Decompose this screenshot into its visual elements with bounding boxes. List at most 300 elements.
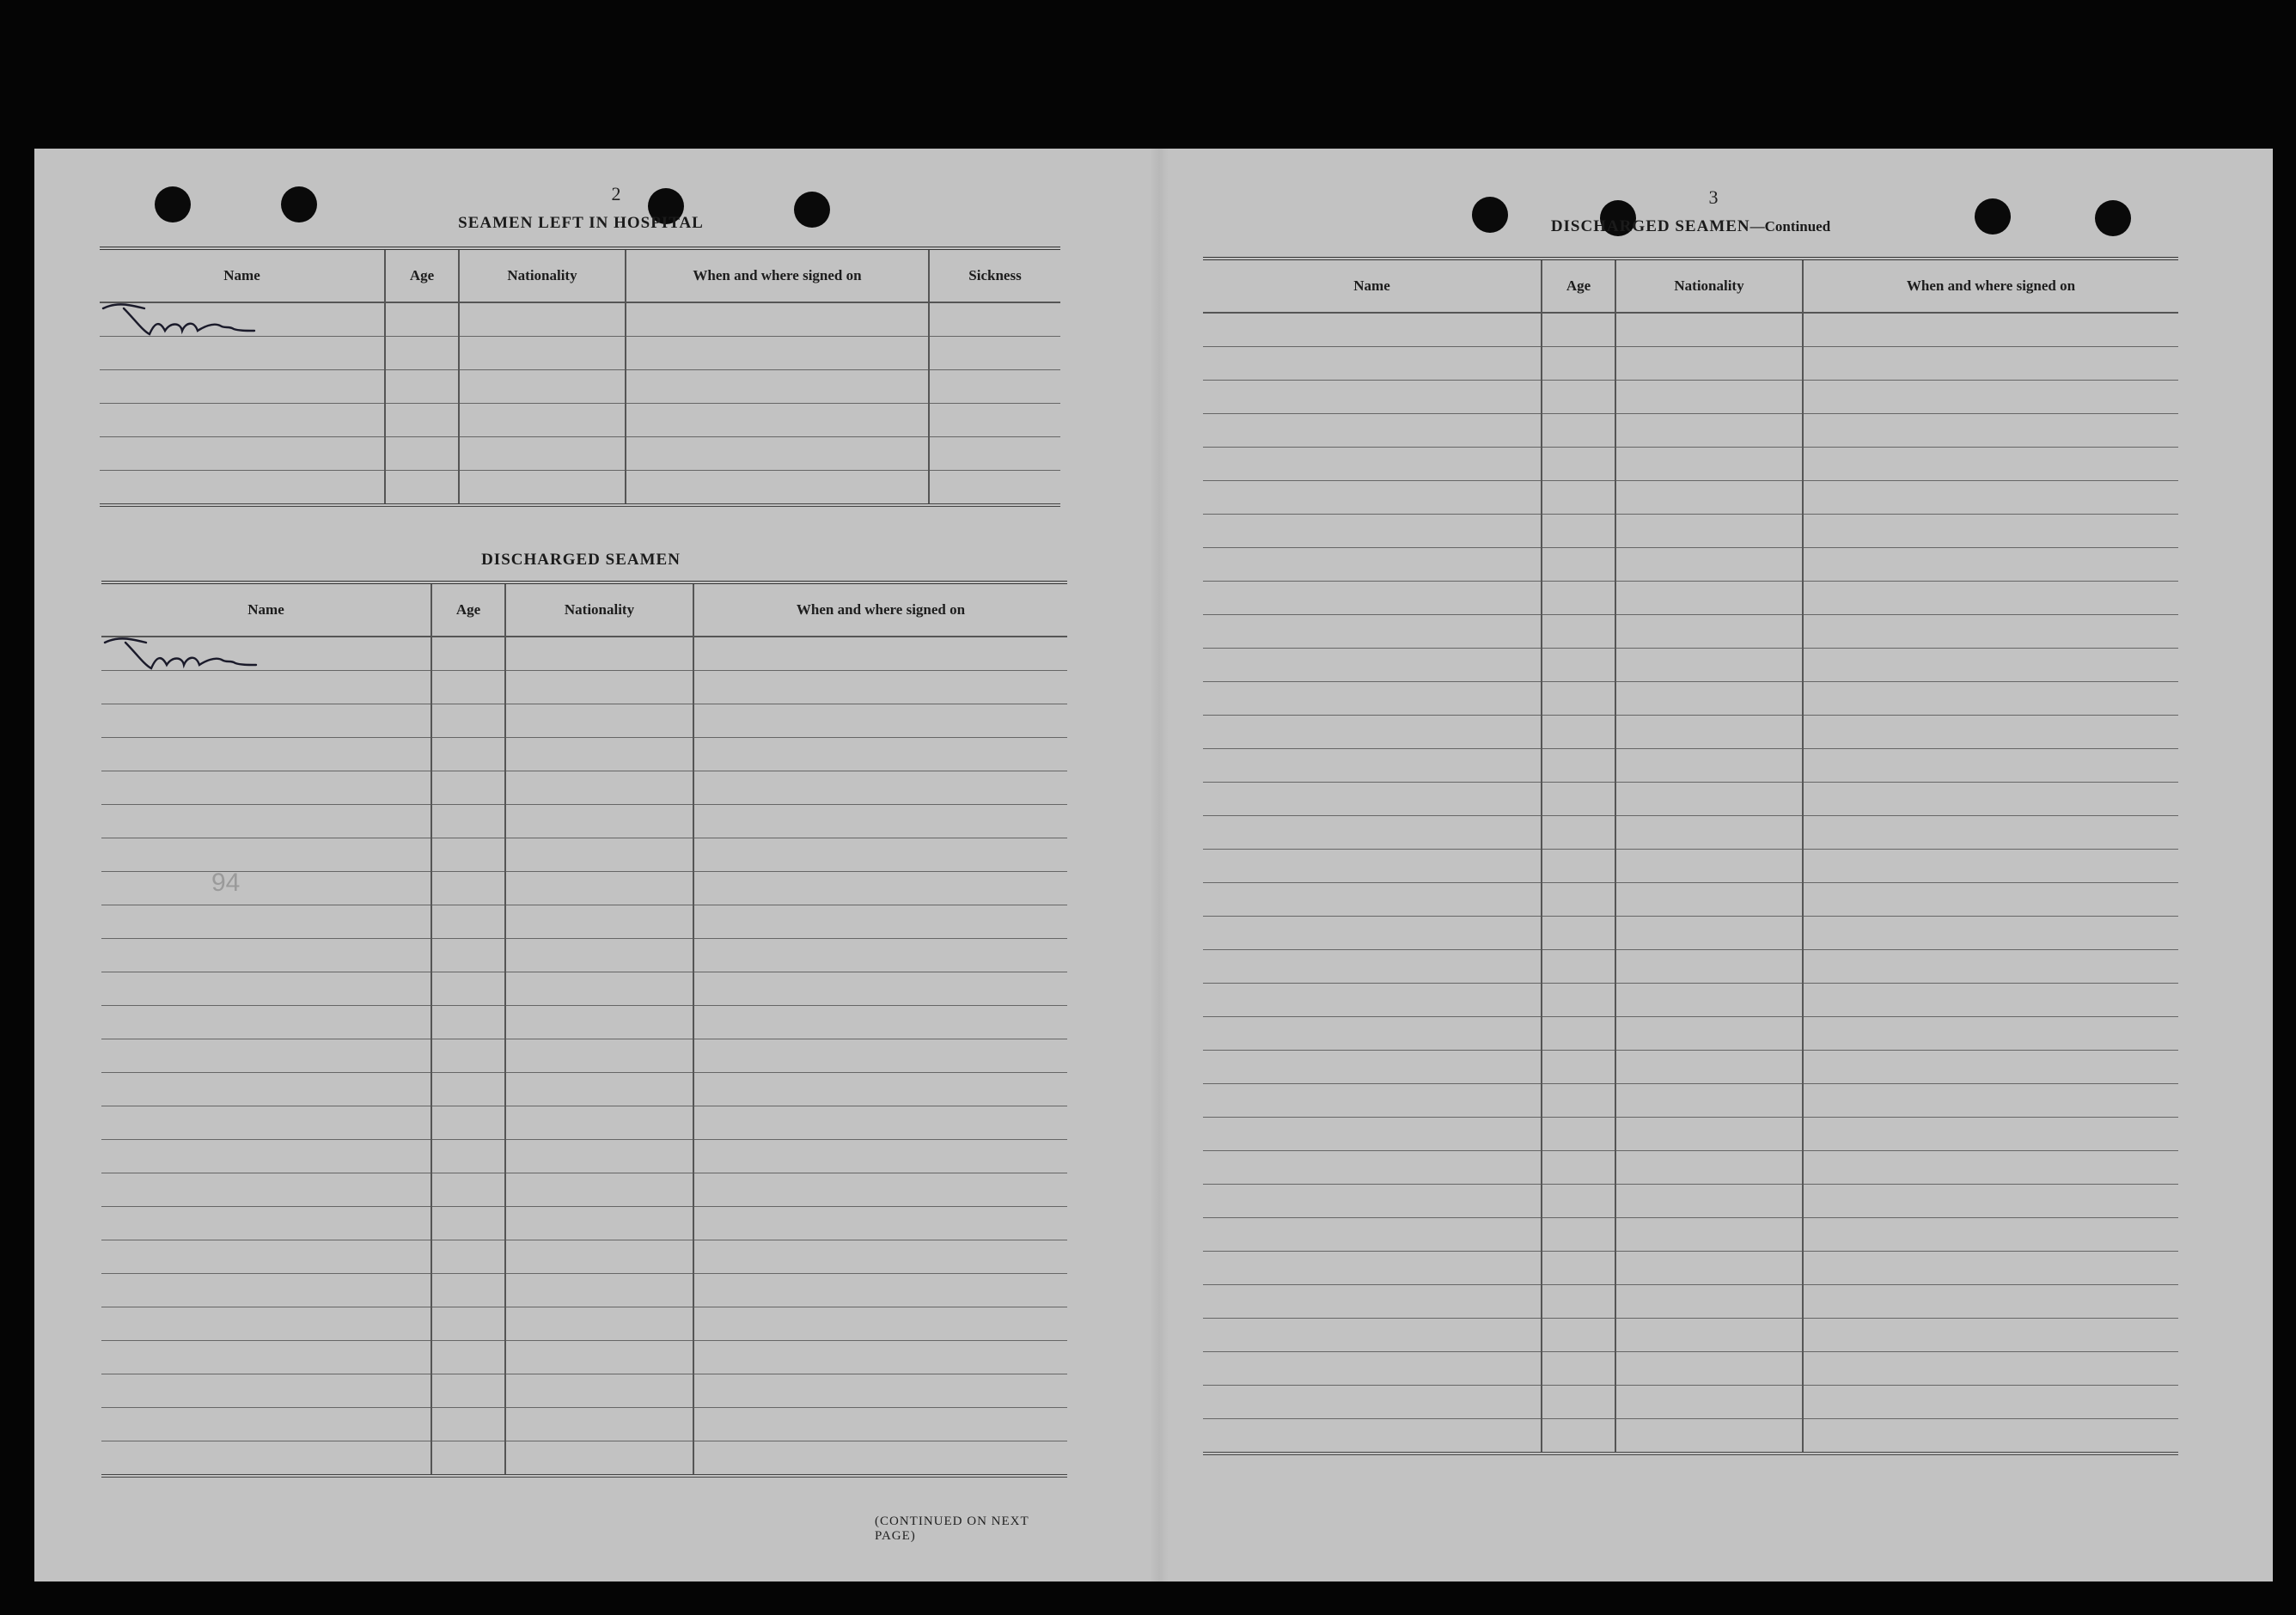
column-header: Age (385, 248, 459, 302)
table-cell (431, 1307, 505, 1341)
table-cell (1615, 448, 1803, 481)
table-row (1203, 414, 2178, 448)
table-cell (505, 1408, 693, 1441)
table-cell (693, 671, 1067, 704)
hospital-section-title: SEAMEN LEFT IN HOSPITAL (458, 214, 704, 232)
table-row (1203, 1252, 2178, 1285)
table-cell (1542, 381, 1615, 414)
table-cell (385, 370, 459, 404)
table-cell (693, 1274, 1067, 1307)
table-cell (626, 370, 929, 404)
table-cell (101, 905, 431, 939)
table-cell (385, 471, 459, 506)
table-cell (101, 1039, 431, 1073)
table-cell (101, 972, 431, 1006)
table-cell (431, 972, 505, 1006)
continued-note: (CONTINUED ON NEXT PAGE) (875, 1514, 1029, 1543)
table-cell (693, 872, 1067, 905)
table-cell (101, 939, 431, 972)
column-header: Name (1203, 259, 1542, 313)
table-row (1203, 950, 2178, 984)
table-cell (1203, 448, 1542, 481)
table-cell (1803, 984, 2178, 1017)
table-cell (505, 1173, 693, 1207)
table-cell (1542, 950, 1615, 984)
table-row (101, 1106, 1067, 1140)
table-cell (1803, 515, 2178, 548)
table-cell (1542, 716, 1615, 749)
table-row (1203, 347, 2178, 381)
table-cell (1803, 481, 2178, 515)
table-cell (693, 1006, 1067, 1039)
table-cell (431, 838, 505, 872)
table-cell (1803, 1185, 2178, 1218)
stamp-mark: 94 (211, 868, 241, 897)
table-cell (1203, 1218, 1542, 1252)
table-cell (1615, 1151, 1803, 1185)
table-cell (385, 437, 459, 471)
table-row (1203, 883, 2178, 917)
page-number: 3 (1708, 186, 1719, 208)
table-cell (1542, 649, 1615, 682)
table-cell (101, 704, 431, 738)
table-cell (431, 771, 505, 805)
table-cell (1615, 381, 1803, 414)
table-row (1203, 1084, 2178, 1118)
table-cell (693, 704, 1067, 738)
table-row (1203, 1151, 2178, 1185)
table-cell (505, 671, 693, 704)
table-row (1203, 548, 2178, 582)
table-cell (929, 302, 1060, 337)
table-cell (1803, 381, 2178, 414)
table-cell (1615, 716, 1803, 749)
table-cell (626, 337, 929, 370)
table-cell (1203, 1051, 1542, 1084)
table-cell (626, 437, 929, 471)
table-cell (101, 1240, 431, 1274)
table-cell (1203, 783, 1542, 816)
table-cell (1803, 1118, 2178, 1151)
table-cell (1203, 1084, 1542, 1118)
column-header: When and where signed on (626, 248, 929, 302)
table-cell (1803, 615, 2178, 649)
table-cell (101, 1374, 431, 1408)
table-cell (1803, 1051, 2178, 1084)
table-row (1203, 1419, 2178, 1454)
table-cell (929, 337, 1060, 370)
table-cell (1203, 414, 1542, 448)
table-cell (101, 637, 431, 671)
table-row (101, 1307, 1067, 1341)
table-cell (1803, 1151, 2178, 1185)
table-cell (1542, 984, 1615, 1017)
table-cell (1803, 649, 2178, 682)
table-cell (693, 771, 1067, 805)
table-cell (1542, 582, 1615, 615)
table-cell (1803, 347, 2178, 381)
table-cell (1542, 1386, 1615, 1419)
table-cell (1542, 917, 1615, 950)
table-cell (1615, 615, 1803, 649)
table-cell (505, 637, 693, 671)
table-row (101, 1240, 1067, 1274)
table-cell (1542, 615, 1615, 649)
table-cell (693, 1374, 1067, 1408)
table-cell (1615, 1252, 1803, 1285)
table-row (101, 671, 1067, 704)
table-cell (1203, 582, 1542, 615)
table-cell (1203, 615, 1542, 649)
table-cell (100, 437, 385, 471)
table-cell (431, 1441, 505, 1477)
table-cell (431, 1106, 505, 1140)
table-cell (693, 1173, 1067, 1207)
table-cell (1803, 1419, 2178, 1454)
table-cell (1542, 1285, 1615, 1319)
table-cell (1803, 448, 2178, 481)
table-row (101, 1140, 1067, 1173)
table-cell (1803, 816, 2178, 850)
table-cell (100, 302, 385, 337)
table-row (100, 437, 1060, 471)
table-cell (693, 905, 1067, 939)
table-cell (1615, 582, 1803, 615)
table-cell (505, 1240, 693, 1274)
column-header: Name (101, 582, 431, 637)
table-row (101, 939, 1067, 972)
table-cell (505, 1106, 693, 1140)
table-cell (1615, 414, 1803, 448)
table-row (1203, 816, 2178, 850)
table-cell (101, 1073, 431, 1106)
table-cell (1615, 1319, 1803, 1352)
table-cell (505, 1039, 693, 1073)
table-cell (505, 738, 693, 771)
table-row (1203, 984, 2178, 1017)
hospital-table (100, 247, 1060, 507)
table-cell (101, 671, 431, 704)
table-cell (100, 471, 385, 506)
table-cell (1203, 649, 1542, 682)
table-cell (693, 1441, 1067, 1477)
table-row (101, 1374, 1067, 1408)
table-row (1203, 1118, 2178, 1151)
table-row (1203, 582, 2178, 615)
table-cell (1803, 749, 2178, 783)
table-row (1203, 1386, 2178, 1419)
table-cell (1615, 1386, 1803, 1419)
table-cell (1203, 1319, 1542, 1352)
table-cell (1615, 313, 1803, 347)
table-cell (1203, 1386, 1542, 1419)
table-cell (929, 370, 1060, 404)
table-cell (1542, 548, 1615, 582)
table-cell (1803, 1084, 2178, 1118)
table-cell (1203, 515, 1542, 548)
column-header: Nationality (459, 248, 626, 302)
table-cell (1803, 1017, 2178, 1051)
table-cell (459, 471, 626, 506)
table-cell (693, 1307, 1067, 1341)
table-row (100, 370, 1060, 404)
table-cell (505, 838, 693, 872)
table-row (1203, 313, 2178, 347)
table-cell (100, 370, 385, 404)
table-cell (1615, 548, 1803, 582)
table-cell (1803, 783, 2178, 816)
table-cell (1203, 1252, 1542, 1285)
table-row (100, 337, 1060, 370)
table-cell (101, 1341, 431, 1374)
discharged-table (101, 581, 1067, 1478)
table-cell (431, 872, 505, 905)
table-row (101, 1441, 1067, 1477)
table-cell (1542, 515, 1615, 548)
table-row (101, 1173, 1067, 1207)
table-cell (1803, 548, 2178, 582)
table-row (100, 302, 1060, 337)
table-row (100, 404, 1060, 437)
table-cell (431, 1207, 505, 1240)
table-cell (385, 404, 459, 437)
table-row (1203, 649, 2178, 682)
table-cell (1203, 917, 1542, 950)
table-cell (505, 872, 693, 905)
table-cell (1803, 1386, 2178, 1419)
column-header: Nationality (505, 582, 693, 637)
table-cell (459, 370, 626, 404)
table-cell (101, 872, 431, 905)
table-row (101, 1073, 1067, 1106)
table-cell (1615, 1118, 1803, 1151)
table-row (101, 1006, 1067, 1039)
table-cell (505, 1140, 693, 1173)
table-cell (101, 771, 431, 805)
table-cell (1542, 1185, 1615, 1218)
table-cell (431, 1341, 505, 1374)
table-cell (626, 471, 929, 506)
table-cell (505, 1006, 693, 1039)
table-cell (929, 471, 1060, 506)
table-cell (1615, 481, 1803, 515)
table-row (101, 972, 1067, 1006)
table-cell (1542, 313, 1615, 347)
table-row (101, 872, 1067, 905)
table-cell (1615, 649, 1803, 682)
table-row (1203, 1185, 2178, 1218)
table-cell (505, 1207, 693, 1240)
table-row (1203, 917, 2178, 950)
table-row (1203, 1017, 2178, 1051)
table-cell (1615, 1419, 1803, 1454)
table-cell (101, 1441, 431, 1477)
table-cell (1803, 313, 2178, 347)
table-cell (431, 939, 505, 972)
table-row (101, 838, 1067, 872)
table-cell (693, 1408, 1067, 1441)
table-cell (693, 805, 1067, 838)
table-cell (1542, 816, 1615, 850)
column-header: When and where signed on (693, 582, 1067, 637)
table-cell (693, 1341, 1067, 1374)
table-cell (1803, 1285, 2178, 1319)
table-row (101, 1341, 1067, 1374)
table-row (1203, 749, 2178, 783)
table-row (101, 1207, 1067, 1240)
table-cell (693, 939, 1067, 972)
table-row (1203, 448, 2178, 481)
discharged-continued-table (1203, 257, 2178, 1455)
table-row (1203, 1352, 2178, 1386)
table-row (1203, 615, 2178, 649)
table-cell (1803, 682, 2178, 716)
table-cell (1542, 883, 1615, 917)
table-cell (1615, 1185, 1803, 1218)
table-cell (1203, 716, 1542, 749)
table-row (1203, 481, 2178, 515)
table-row (101, 738, 1067, 771)
section-title-main: DISCHARGED SEAMEN (1550, 217, 1750, 235)
column-header: Nationality (1615, 259, 1803, 313)
table-cell (693, 1140, 1067, 1173)
table-cell (431, 671, 505, 704)
table-cell (1203, 1017, 1542, 1051)
table-cell (1615, 515, 1803, 548)
table-cell (1615, 850, 1803, 883)
table-cell (1615, 783, 1803, 816)
table-cell (1615, 1218, 1803, 1252)
table-cell (1542, 1252, 1615, 1285)
table-cell (459, 337, 626, 370)
column-header: Sickness (929, 248, 1060, 302)
table-row (101, 905, 1067, 939)
table-cell (1803, 1352, 2178, 1386)
column-header: When and where signed on (1803, 259, 2178, 313)
table-cell (1203, 1118, 1542, 1151)
table-cell (1803, 950, 2178, 984)
table-cell (431, 1240, 505, 1274)
table-cell (1542, 1419, 1615, 1454)
table-cell (693, 1073, 1067, 1106)
table-cell (1615, 749, 1803, 783)
table-cell (431, 805, 505, 838)
table-cell (505, 1073, 693, 1106)
page-number: 2 (611, 183, 621, 204)
table-cell (1542, 1051, 1615, 1084)
table-row (1203, 1285, 2178, 1319)
table-cell (626, 302, 929, 337)
table-cell (1803, 917, 2178, 950)
table-cell (1203, 1352, 1542, 1386)
table-row (101, 637, 1067, 671)
table-cell (1203, 481, 1542, 515)
table-cell (431, 1039, 505, 1073)
table-cell (459, 404, 626, 437)
table-row (1203, 1319, 2178, 1352)
table-row (101, 704, 1067, 738)
table-row (101, 1408, 1067, 1441)
table-cell (1803, 1319, 2178, 1352)
table-cell (1615, 1084, 1803, 1118)
table-cell (1542, 1118, 1615, 1151)
table-cell (431, 1374, 505, 1408)
section-title-suffix: —Continued (1749, 218, 1831, 235)
table-cell (505, 1274, 693, 1307)
discharged-section-title: DISCHARGED SEAMEN (481, 551, 681, 569)
table-cell (929, 404, 1060, 437)
table-cell (431, 905, 505, 939)
table-cell (431, 738, 505, 771)
table-cell (1542, 1319, 1615, 1352)
table-row (101, 805, 1067, 838)
table-cell (101, 1307, 431, 1341)
table-cell (431, 1140, 505, 1173)
table-cell (1542, 1017, 1615, 1051)
table-row (1203, 850, 2178, 883)
table-cell (1203, 1419, 1542, 1454)
table-cell (101, 1274, 431, 1307)
discharged-continued-title (1203, 217, 2178, 236)
table-cell (1615, 917, 1803, 950)
table-cell (431, 1408, 505, 1441)
table-row (1203, 515, 2178, 548)
column-header: Name (100, 248, 385, 302)
table-cell (385, 302, 459, 337)
table-cell (1542, 1084, 1615, 1118)
right-page (1203, 149, 2178, 1581)
table-cell (693, 1039, 1067, 1073)
table-cell (505, 905, 693, 939)
table-cell (1203, 850, 1542, 883)
table-cell (1203, 381, 1542, 414)
table-cell (1615, 984, 1803, 1017)
table-cell (626, 404, 929, 437)
table-cell (1542, 414, 1615, 448)
table-cell (101, 1207, 431, 1240)
table-cell (505, 704, 693, 738)
table-cell (693, 1106, 1067, 1140)
table-cell (1203, 313, 1542, 347)
table-row (100, 471, 1060, 506)
table-cell (1803, 1252, 2178, 1285)
table-cell (693, 738, 1067, 771)
table-cell (1542, 749, 1615, 783)
table-row (1203, 381, 2178, 414)
table-cell (1203, 950, 1542, 984)
table-cell (505, 1341, 693, 1374)
table-cell (693, 972, 1067, 1006)
table-cell (693, 637, 1067, 671)
table-cell (1615, 1017, 1803, 1051)
page-fold (1150, 149, 1169, 1581)
table-cell (1803, 883, 2178, 917)
table-cell (431, 1073, 505, 1106)
table-cell (1542, 1151, 1615, 1185)
table-cell (431, 637, 505, 671)
column-header: Age (431, 582, 505, 637)
table-cell (1542, 850, 1615, 883)
table-cell (1803, 1218, 2178, 1252)
table-cell (693, 1207, 1067, 1240)
table-cell (1542, 783, 1615, 816)
table-row (101, 1274, 1067, 1307)
table-cell (1803, 582, 2178, 615)
table-cell (1542, 682, 1615, 716)
table-cell (385, 337, 459, 370)
table-cell (459, 437, 626, 471)
table-cell (459, 302, 626, 337)
